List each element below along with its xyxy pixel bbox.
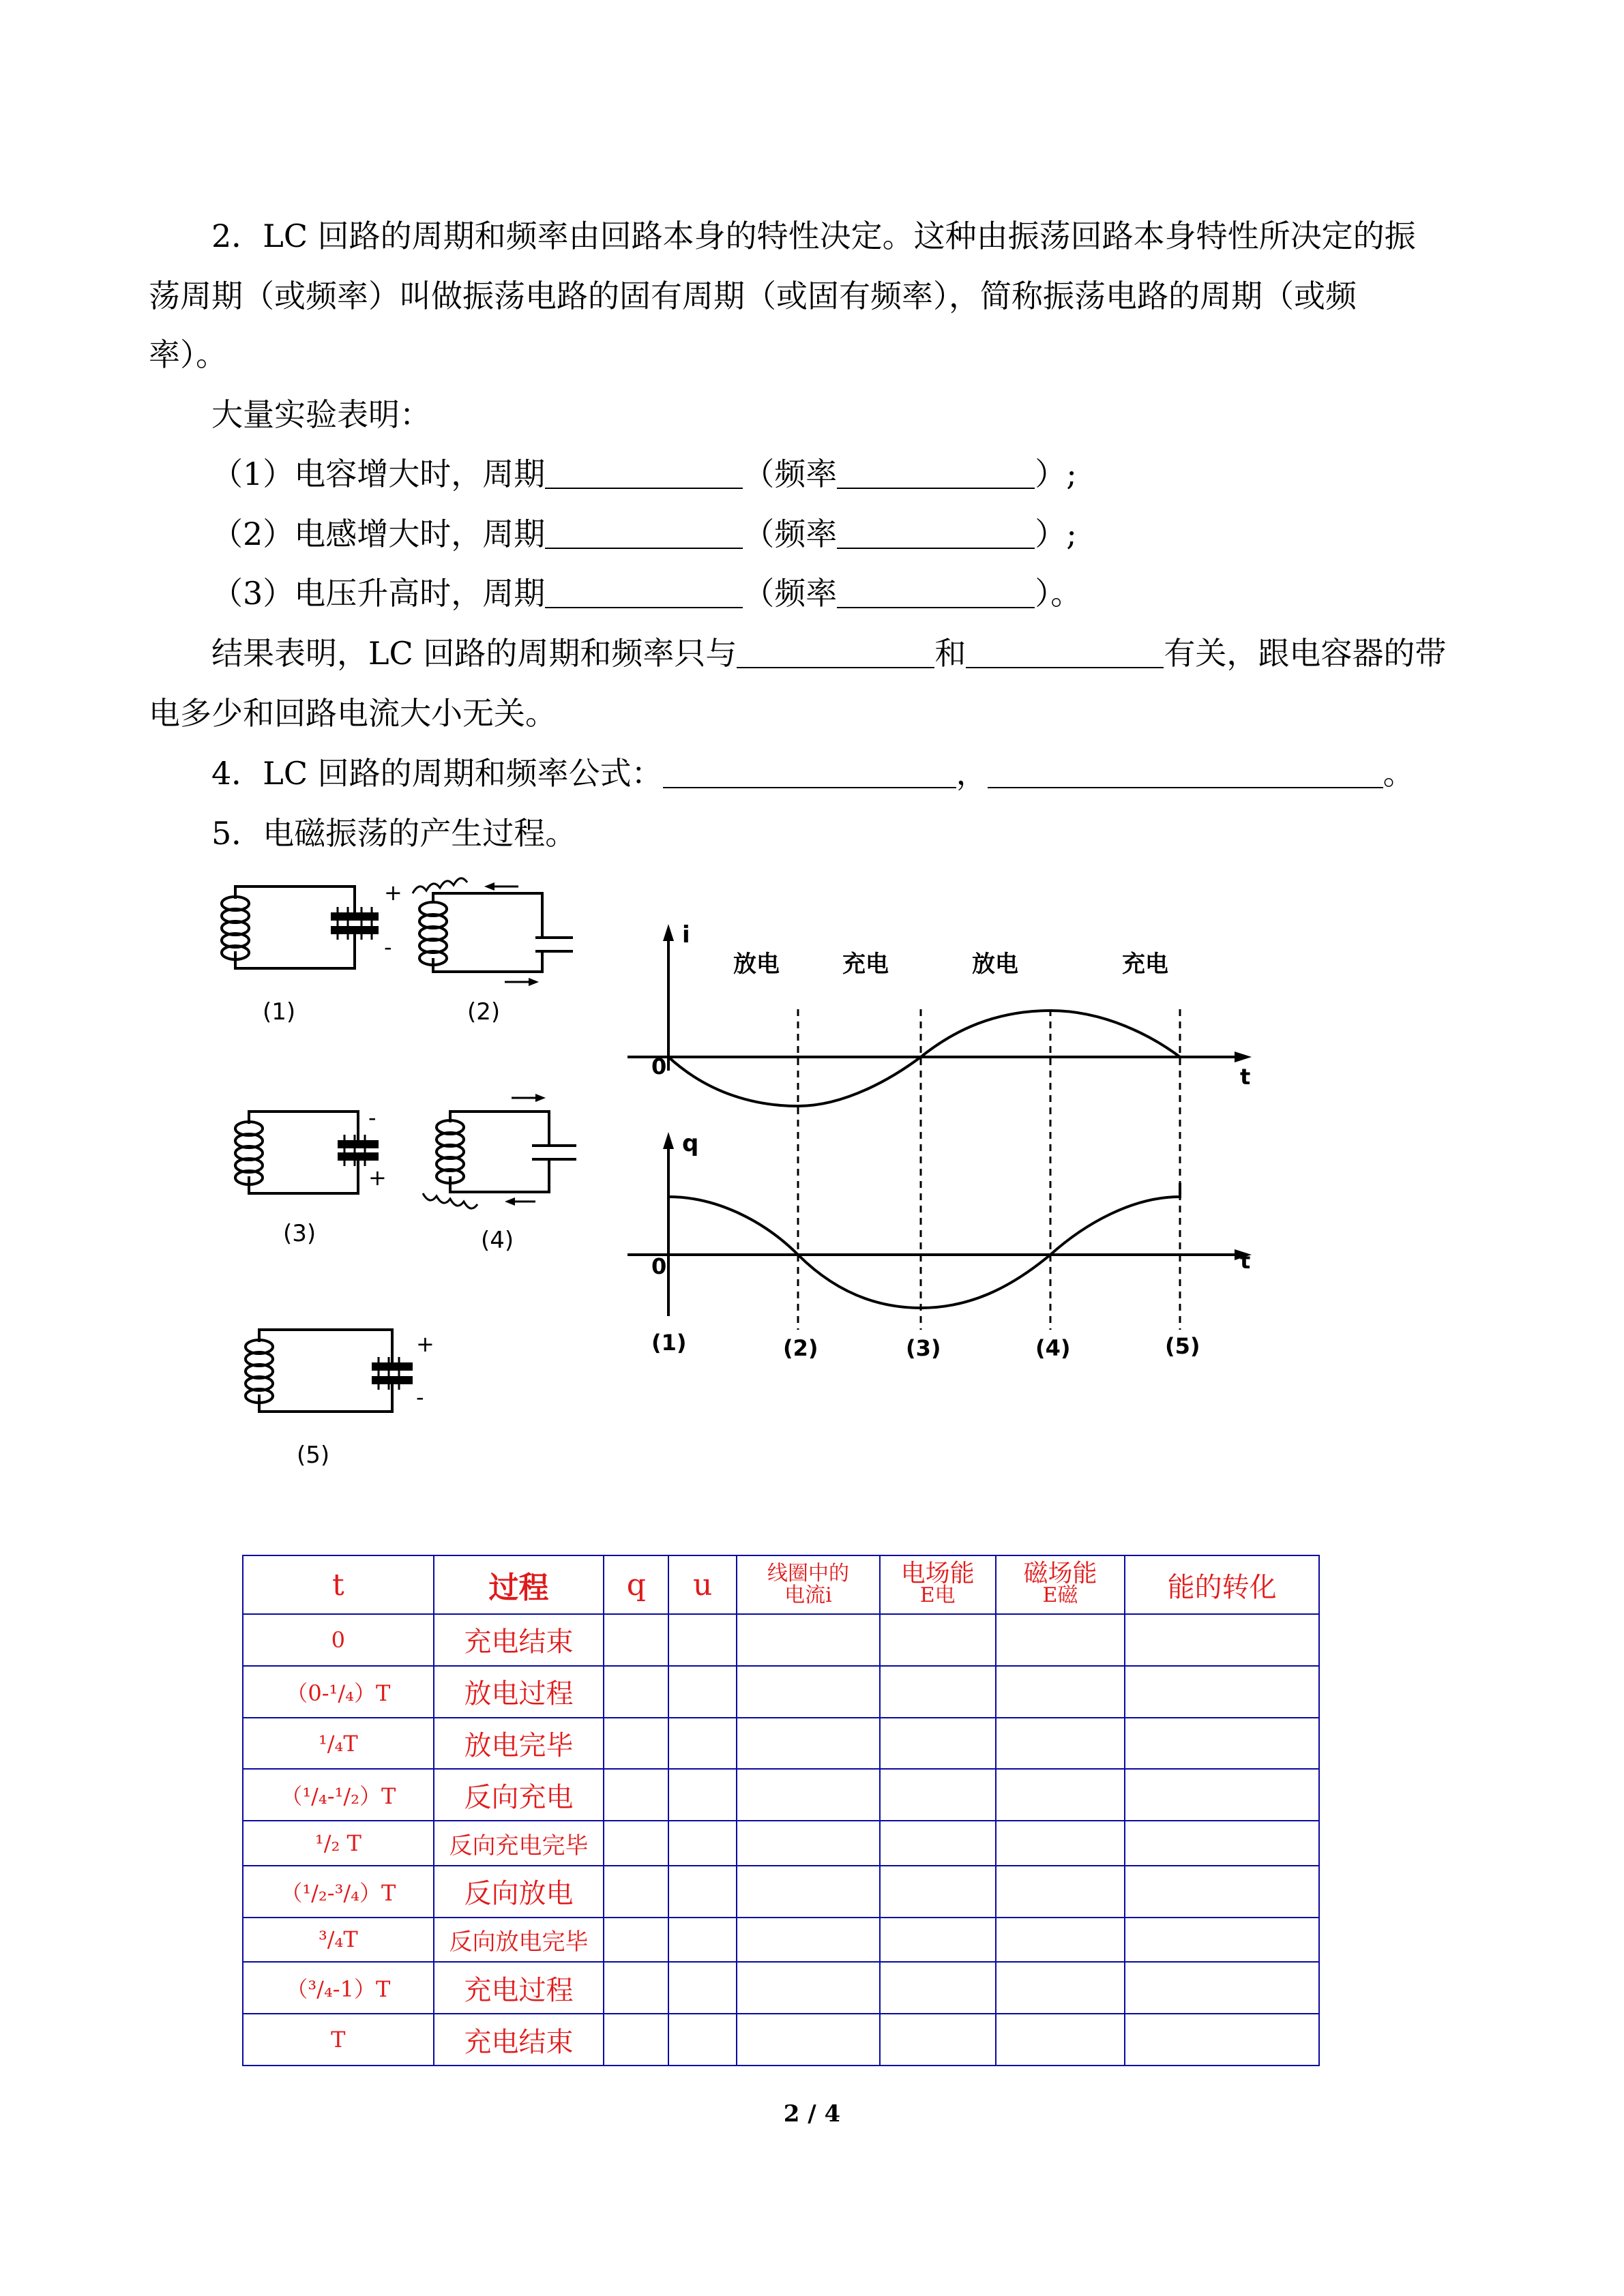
row-cell-current	[737, 1962, 880, 2014]
circuit-5-plus: +	[416, 1331, 434, 1357]
row-cell-u	[668, 1821, 737, 1866]
row-process: 放电完毕	[434, 1718, 604, 1770]
row-cell-q	[604, 1821, 668, 1866]
row-cell-current	[737, 1769, 880, 1821]
row-time: 0	[243, 1614, 434, 1666]
circuit-1	[222, 880, 402, 1026]
header-magnetic-energy-line2: E磁	[1042, 1583, 1078, 1607]
header-t: t	[243, 1555, 434, 1614]
row-cell-electric	[880, 1962, 996, 2014]
experiment-3	[211, 573, 1082, 614]
experiment-1-text: （1）电容增大时，周期	[211, 456, 546, 492]
circuit-3	[235, 1105, 387, 1247]
result-line-1	[211, 633, 1446, 674]
row-cell-conversion	[1125, 1918, 1319, 1963]
circuit-5-minus: -	[416, 1384, 424, 1410]
row-cell-q	[604, 1718, 668, 1770]
row-cell-q	[604, 1918, 668, 1963]
row-cell-electric	[880, 1718, 996, 1770]
row-cell-conversion	[1125, 1962, 1319, 2014]
row-cell-q	[604, 1614, 668, 1666]
q-t-label: t	[1240, 1248, 1251, 1274]
circuit-1-plus: +	[384, 880, 402, 906]
table-row	[243, 1962, 1319, 2014]
header-electric-energy	[880, 1555, 996, 1614]
point-label-2: (2)	[783, 1335, 818, 1361]
row-cell-q	[604, 1666, 668, 1718]
formula-comma: ，	[956, 755, 988, 792]
row-cell-conversion	[1125, 1866, 1319, 1918]
row-cell-conversion	[1125, 1821, 1319, 1866]
circuit-3-label: (3)	[283, 1220, 316, 1247]
row-cell-electric	[880, 1866, 996, 1918]
oscillation-graphs	[614, 914, 1269, 1377]
row-cell-q	[604, 1866, 668, 1918]
table-row	[243, 1718, 1319, 1770]
freq-open-3: （频率	[743, 575, 838, 612]
formula-blank-1	[663, 760, 956, 788]
formula-text: 4．LC 回路的周期和频率公式：	[211, 755, 663, 792]
table-row	[243, 1918, 1319, 1963]
point-label-3: (3)	[906, 1335, 941, 1361]
row-cell-current	[737, 1821, 880, 1866]
result-blank-1	[737, 640, 934, 668]
row-cell-electric	[880, 1769, 996, 1821]
header-energy-conversion: 能的转化	[1125, 1555, 1319, 1614]
circuit-2	[413, 878, 573, 1026]
row-cell-conversion	[1125, 1666, 1319, 1718]
experiment-intro: 大量实验表明：	[211, 396, 431, 433]
freq-open-1: （频率	[743, 456, 838, 492]
phase-label-1: 放电	[733, 951, 780, 978]
row-time: （¹/₂-³/₄）T	[243, 1866, 434, 1918]
paragraph-2-line-1: 2．LC 回路的周期和频率由回路本身的特性决定。这种由振荡回路本身特性所决定的振	[211, 218, 1416, 254]
row-cell-u	[668, 1918, 737, 1963]
phase-label-4: 充电	[1122, 951, 1168, 978]
circuit-3-minus: -	[368, 1105, 377, 1131]
paragraph-5: 5．电磁振荡的产生过程。	[211, 815, 577, 852]
row-cell-electric	[880, 1821, 996, 1866]
row-process: 充电结束	[434, 1614, 604, 1666]
header-electric-energy-line2: E电	[919, 1583, 956, 1607]
row-process: 反向充电完毕	[434, 1821, 604, 1866]
circuit-5-label: (5)	[297, 1442, 330, 1469]
row-cell-current	[737, 1918, 880, 1963]
experiment-2-text: （2）电感增大时，周期	[211, 516, 546, 552]
row-cell-u	[668, 1866, 737, 1918]
close-2: ）;	[1035, 516, 1077, 552]
point-label-1: (1)	[651, 1330, 687, 1356]
freq-blank-1	[837, 460, 1035, 489]
i-t-label: t	[1240, 1064, 1251, 1090]
row-process: 充电结束	[434, 2014, 604, 2066]
formula-end: 。	[1383, 755, 1415, 792]
row-process: 反向放电完毕	[434, 1918, 604, 1963]
row-cell-u	[668, 1614, 737, 1666]
i-axis-label: i	[682, 921, 690, 949]
row-cell-q	[604, 2014, 668, 2066]
row-process: 反向充电	[434, 1769, 604, 1821]
point-label-4: (4)	[1035, 1335, 1071, 1361]
header-process: 过程	[434, 1555, 604, 1614]
period-blank-3	[545, 580, 743, 608]
q-axis-label: q	[682, 1130, 699, 1157]
row-cell-conversion	[1125, 2014, 1319, 2066]
header-coil-current-line1: 线圈中的	[767, 1562, 849, 1585]
row-cell-u	[668, 1769, 737, 1821]
row-cell-electric	[880, 1666, 996, 1718]
row-cell-u	[668, 1962, 737, 2014]
row-time: （0-¹/₄）T	[243, 1666, 434, 1718]
row-time: ¹/₄T	[243, 1718, 434, 1770]
oscillation-table	[242, 1555, 1320, 2066]
table-row	[243, 1769, 1319, 1821]
circuit-5	[246, 1330, 434, 1469]
row-cell-magnetic	[996, 1614, 1125, 1666]
row-time: ¹/₂ T	[243, 1821, 434, 1866]
row-cell-conversion	[1125, 1614, 1319, 1666]
close-1: ）;	[1035, 456, 1077, 492]
point-label-5: (5)	[1165, 1333, 1200, 1359]
circuit-4-label: (4)	[481, 1227, 514, 1254]
row-cell-magnetic	[996, 1718, 1125, 1770]
page-number: 2 / 4	[783, 2100, 841, 2128]
period-blank-2	[545, 520, 743, 549]
phase-label-2: 充电	[842, 951, 889, 978]
table-row	[243, 1614, 1319, 1666]
experiment-2	[211, 513, 1077, 554]
row-cell-magnetic	[996, 1769, 1125, 1821]
result-text-b: 有关，跟电容器的带	[1164, 635, 1447, 672]
lc-circuit-diagrams	[205, 866, 587, 1493]
row-cell-magnetic	[996, 1666, 1125, 1718]
row-process: 放电过程	[434, 1666, 604, 1718]
row-time: （¹/₄-¹/₂）T	[243, 1769, 434, 1821]
freq-open-2: （频率	[743, 516, 838, 552]
table-row	[243, 1866, 1319, 1918]
result-blank-2	[966, 640, 1164, 668]
row-process: 反向放电	[434, 1866, 604, 1918]
circuit-1-minus: -	[384, 934, 392, 960]
period-blank-1	[545, 460, 743, 489]
row-cell-u	[668, 1666, 737, 1718]
freq-blank-3	[837, 580, 1035, 608]
close-3: ）。	[1035, 575, 1082, 612]
result-and: 和	[934, 635, 966, 672]
row-cell-magnetic	[996, 2014, 1125, 2066]
row-cell-magnetic	[996, 1962, 1125, 2014]
row-cell-q	[604, 1769, 668, 1821]
i-origin-label: 0	[651, 1054, 667, 1079]
row-cell-current	[737, 2014, 880, 2066]
header-magnetic-energy-line1: 磁场能	[1023, 1560, 1097, 1587]
circuit-1-label: (1)	[263, 998, 296, 1026]
row-time: ³/₄T	[243, 1918, 434, 1963]
phase-label-3: 放电	[972, 951, 1018, 978]
row-cell-q	[604, 1962, 668, 2014]
row-cell-electric	[880, 2014, 996, 2066]
row-cell-u	[668, 2014, 737, 2066]
header-coil-current	[737, 1555, 880, 1614]
table-header-row	[243, 1555, 1319, 1614]
result-text-a: 结果表明，LC 回路的周期和频率只与	[211, 635, 737, 672]
charge-curve	[668, 1183, 1180, 1308]
experiment-3-text: （3）电压升高时，周期	[211, 575, 546, 612]
paragraph-2-line-3: 率）。	[149, 336, 227, 373]
row-cell-current	[737, 1866, 880, 1918]
row-time: （³/₄-1）T	[243, 1962, 434, 2014]
experiment-1	[211, 453, 1077, 494]
circuit-3-plus: +	[368, 1165, 387, 1191]
formula-line	[211, 753, 1415, 794]
header-q: q	[604, 1555, 668, 1614]
table-row	[243, 2014, 1319, 2066]
paragraph-2-line-2: 荡周期（或频率）叫做振荡电路的固有周期（或固有频率），简称振荡电路的周期（或频	[149, 278, 1357, 314]
table-row	[243, 1666, 1319, 1718]
row-cell-conversion	[1125, 1769, 1319, 1821]
row-cell-current	[737, 1666, 880, 1718]
header-magnetic-energy	[996, 1555, 1125, 1614]
row-time: T	[243, 2014, 434, 2066]
circuit-2-label: (2)	[467, 998, 501, 1026]
formula-blank-2	[988, 760, 1383, 788]
freq-blank-2	[837, 520, 1035, 549]
row-cell-u	[668, 1718, 737, 1770]
row-cell-current	[737, 1614, 880, 1666]
table-row	[243, 1821, 1319, 1866]
row-cell-electric	[880, 1918, 996, 1963]
row-cell-conversion	[1125, 1718, 1319, 1770]
circuit-4	[423, 1094, 576, 1254]
header-electric-energy-line1: 电场能	[900, 1560, 975, 1587]
row-process: 充电过程	[434, 1962, 604, 2014]
header-coil-current-line2: 电流i	[784, 1583, 832, 1607]
header-u: u	[668, 1555, 737, 1614]
row-cell-magnetic	[996, 1821, 1125, 1866]
row-cell-electric	[880, 1614, 996, 1666]
q-origin-label: 0	[651, 1253, 667, 1279]
row-cell-magnetic	[996, 1918, 1125, 1963]
result-line-2: 电多少和回路电流大小无关。	[149, 695, 557, 732]
row-cell-current	[737, 1718, 880, 1770]
row-cell-magnetic	[996, 1866, 1125, 1918]
